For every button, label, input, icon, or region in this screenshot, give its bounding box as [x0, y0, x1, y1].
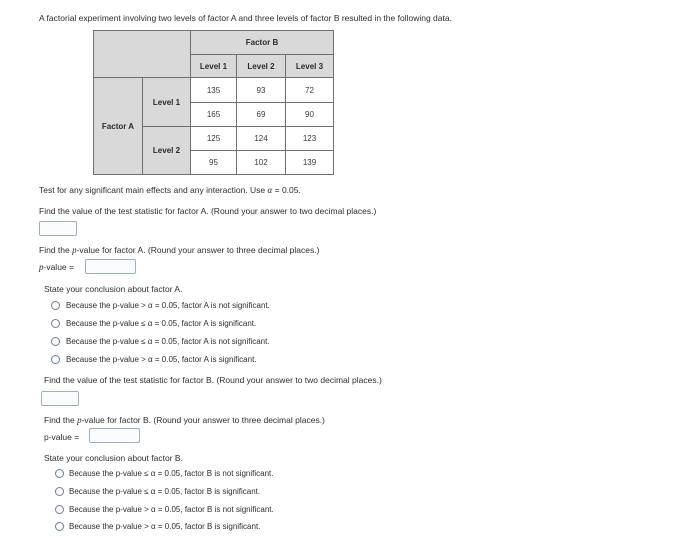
factor-a-option-3-label[interactable]: Because the p-value ≤ α = 0.05, factor A is not significant. — [66, 337, 270, 346]
table-cell: 93 — [236, 77, 286, 103]
factor-a-pvalue-label: p-value = — [39, 262, 74, 272]
factor-b-option-2-radio[interactable] — [55, 487, 64, 496]
factor-a-stat-prompt: Find the value of the test statistic for factor A. (Round your answer to two decimal places.) — [39, 206, 377, 216]
factor-b-option-4-label[interactable]: Because the p-value > α = 0.05, factor B is significant. — [69, 522, 261, 531]
factor-b-pvalue-input[interactable] — [89, 428, 140, 443]
table-cell: 95 — [190, 150, 237, 175]
data-table — [93, 30, 334, 175]
factor-b-option-2-label[interactable]: Because the p-value ≤ α = 0.05, factor B is significant. — [69, 487, 261, 496]
factor-b-pvalue-label: p-value = — [44, 432, 80, 442]
col-header-level-2: Level 2 — [236, 54, 286, 78]
row-header-level-1: Level 1 — [142, 77, 191, 127]
table-cell: 72 — [285, 77, 334, 103]
factor-b-option-4-radio[interactable] — [55, 522, 64, 531]
factor-b-option-1-label[interactable]: Because the p-value ≤ α = 0.05, factor B is not significant. — [69, 469, 274, 478]
factor-a-option-2-label[interactable]: Because the p-value ≤ α = 0.05, factor A is significant. — [66, 319, 257, 328]
factor-a-pvalue-prompt: Find the p-value for factor A. (Round your answer to three decimal places.) — [39, 245, 320, 255]
factor-a-header: Factor A — [93, 77, 143, 175]
table-corner — [93, 30, 191, 78]
factor-a-option-1-label[interactable]: Because the p-value > α = 0.05, factor A is not significant. — [66, 301, 270, 310]
factor-a-option-4-label[interactable]: Because the p-value > α = 0.05, factor A is significant. — [66, 355, 257, 364]
factor-a-option-3-radio[interactable] — [51, 337, 60, 346]
factor-b-option-3-radio[interactable] — [55, 505, 64, 514]
table-cell: 123 — [285, 126, 334, 151]
factor-b-conclusion-prompt: State your conclusion about factor B. — [44, 453, 183, 463]
table-cell: 124 — [236, 126, 286, 151]
factor-b-option-3-label[interactable]: Because the p-value > α = 0.05, factor B is not significant. — [69, 505, 274, 514]
factor-a-conclusion-prompt: State your conclusion about factor A. — [44, 284, 183, 294]
factor-b-stat-prompt: Find the value of the test statistic for factor B. (Round your answer to two decimal places.) — [44, 375, 382, 385]
table-cell: 102 — [236, 150, 286, 175]
factor-a-option-2-radio[interactable] — [51, 319, 60, 328]
factor-b-header: Factor B — [190, 30, 334, 55]
factor-b-pvalue-prompt: Find the p-value for factor B. (Round your answer to three decimal places.) — [44, 415, 325, 425]
table-cell: 125 — [190, 126, 237, 151]
table-cell: 69 — [236, 102, 286, 127]
col-header-level-1: Level 1 — [190, 54, 237, 78]
table-cell: 165 — [190, 102, 237, 127]
factor-b-stat-input[interactable] — [41, 391, 79, 406]
table-cell: 139 — [285, 150, 334, 175]
factor-a-pvalue-input[interactable] — [85, 259, 136, 274]
factor-b-option-1-radio[interactable] — [55, 469, 64, 478]
table-cell: 90 — [285, 102, 334, 127]
table-cell: 135 — [190, 77, 237, 103]
test-instruction: Test for any significant main effects and any interaction. Use α = 0.05. — [39, 185, 301, 195]
factor-a-option-4-radio[interactable] — [51, 355, 60, 364]
factor-a-stat-input[interactable] — [39, 221, 77, 236]
factor-a-option-1-radio[interactable] — [51, 301, 60, 310]
row-header-level-2: Level 2 — [142, 126, 191, 175]
col-header-level-3: Level 3 — [285, 54, 334, 78]
intro-text: A factorial experiment involving two levels of factor A and three levels of factor B resulted in the following data. — [39, 13, 452, 23]
